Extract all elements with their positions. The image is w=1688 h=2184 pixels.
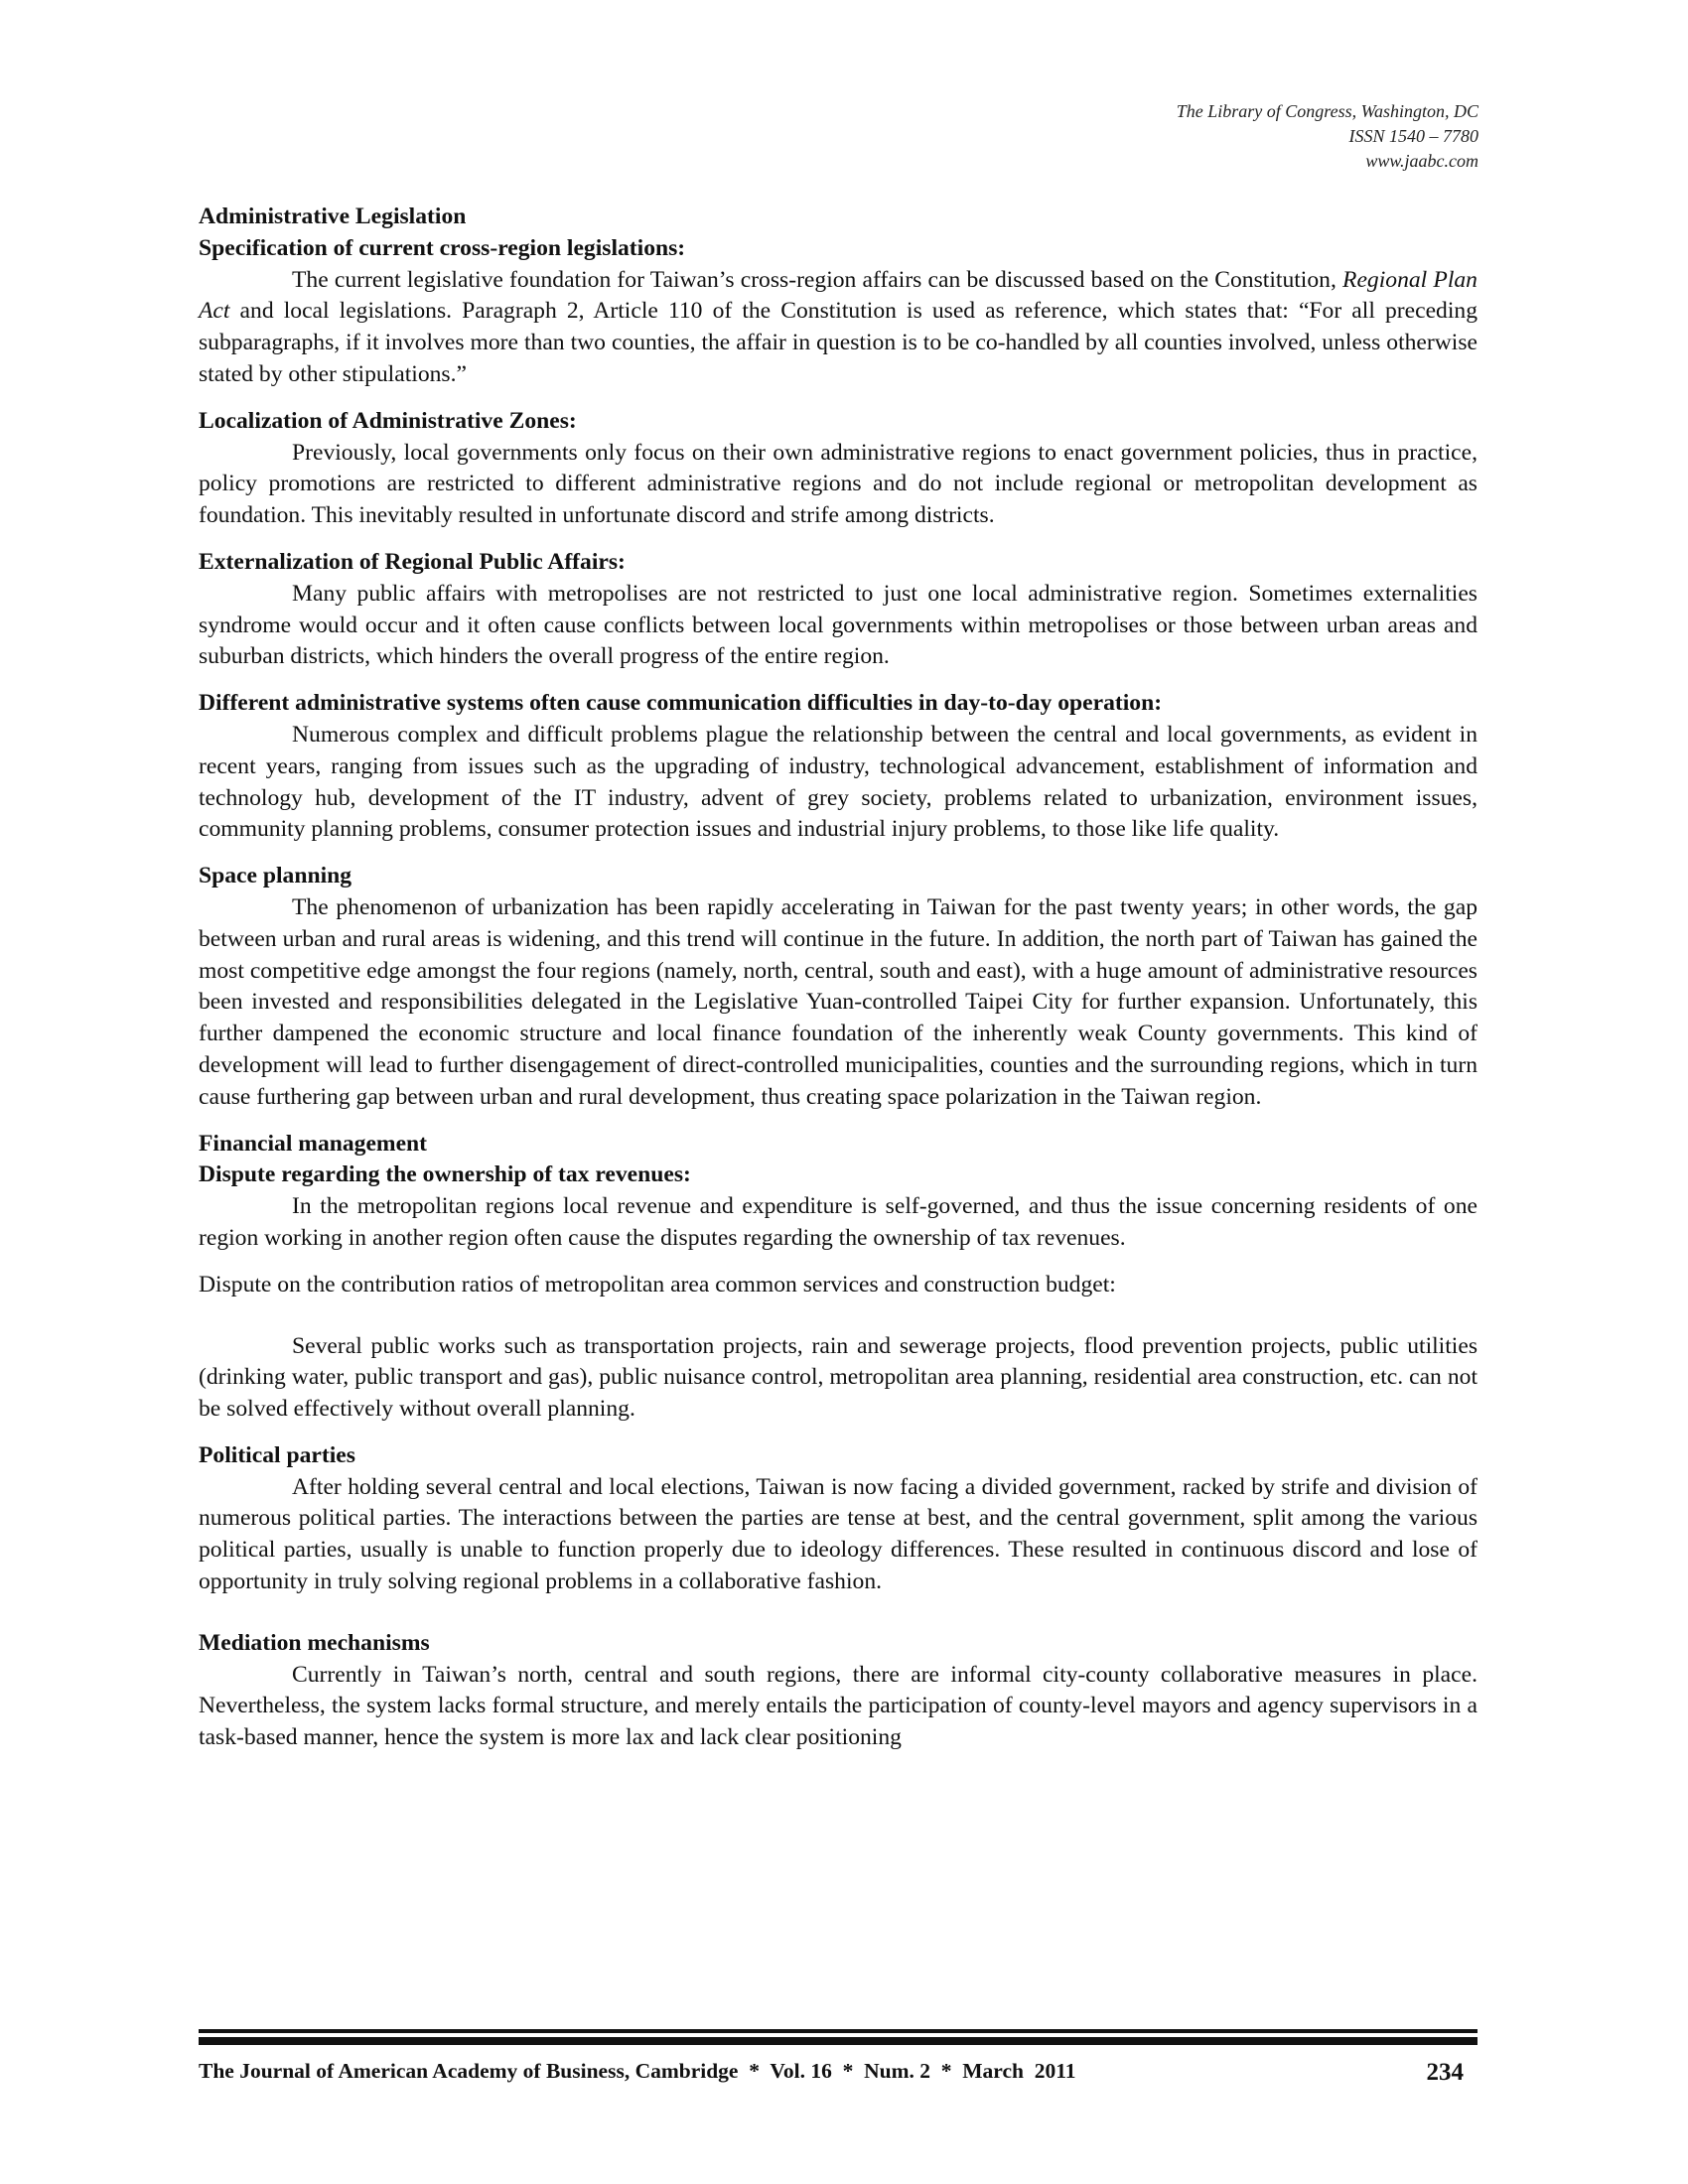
header-issn: ISSN 1540 – 7780	[1348, 126, 1478, 146]
journal-citation: The Journal of American Academy of Business, Cambridge * Vol. 16 * Num. 2 * March 2011	[199, 2059, 1076, 2083]
paragraph-political-parties: After holding several central and local elections, Taiwan is now facing a divided government, racked by strife and division of numerous political parties. The interactions between the parties are tense at best, and the central government, split among the various political parties, usually is unable to function properly due to ideology differences. These resulted in continuous discord and lose of opportunity in truly solving regional problems in a collaborative fashion.	[199, 1473, 1477, 1595]
act-title: Regional Plan Act	[199, 266, 1477, 325]
paragraph-space-planning: The phenomenon of urbanization has been rapidly accelerating in Taiwan for the past twenty years; in other words, the gap between urban and rural areas is widening, and this trend will continue in the future. In addition, the north part of Taiwan has gained the most competitive edge amongst the four regions (namely, north, central, south and east), with a huge amount of administrative resources been invested and responsibilities delegated in the Legislative Yuan-controlled Taipei City for further expansion. Unfortunately, this further dampened the economic structure and local finance foundation of the inherently weak County governments. This kind of development will lead to further disengagement of direct-controlled municipalities, counties and the surrounding regions, which in turn cause furthering gap between urban and rural development, thus creating space polarization in the Taiwan region.	[199, 893, 1477, 1110]
footer-divider-thick	[199, 2037, 1477, 2045]
subheading-political-parties: Political parties	[199, 1441, 355, 1468]
paragraph-text: The current legislative foundation for Taiwan’s cross-region affairs can be discussed based on the Constitution,	[292, 266, 1343, 293]
paragraph-localization: Previously, local governments only focus on their own administrative regions to enact government policies, thus in practice, policy promotions are restricted to different administrative regions and do not include regional or metropolitan development as foundation. This inevitably resulted in unfortunate discord and strife among districts.	[199, 439, 1477, 529]
line-contribution-ratios: Dispute on the contribution ratios of metropolitan area common services and construction budget:	[199, 1271, 1116, 1297]
subheading-tax-revenues: Dispute regarding the ownership of tax revenues:	[199, 1161, 691, 1188]
paragraph-tax-revenues: In the metropolitan regions local revenue and expenditure is self-governed, and thus the issue concerning residents of one region working in another region often cause the disputes regarding the ownership of tax revenues.	[199, 1193, 1477, 1251]
subheading-localization: Localization of Administrative Zones:	[199, 407, 577, 434]
article-body	[199, 202, 1477, 1754]
header-website: www.jaabc.com	[1365, 151, 1478, 171]
subheading-mediation-mechanisms: Mediation mechanisms	[199, 1629, 430, 1656]
header-library: The Library of Congress, Washington, DC	[1176, 101, 1478, 121]
section-title-administrative-legislation: Administrative Legislation	[199, 204, 467, 229]
paragraph-cross-region-legislations	[199, 265, 1477, 391]
subheading-space-planning: Space planning	[199, 863, 352, 889]
footer-divider-thin	[199, 2029, 1477, 2033]
paragraph-administrative-systems: Numerous complex and difficult problems plague the relationship between the central and local governments, as evident in recent years, ranging from issues such as the upgrading of industry, technological advancement, establishment of information and technology hub, development of the IT industry, advent of grey society, problems related to urbanization, environment issues, community planning problems, consumer protection issues and industrial injury problems, to those like life quality.	[199, 721, 1477, 843]
paragraph-externalization: Many public affairs with metropolises are not restricted to just one local administrative region. Sometimes externalities syndrome would occur and it often cause conflicts between local governments within metropolises or those between urban areas and suburban districts, which hinders the overall progress of the entire region.	[199, 580, 1477, 670]
paragraph-mediation-mechanisms: Currently in Taiwan’s north, central and south regions, there are informal city-county collaborative measures in place. Nevertheless, the system lacks formal structure, and merely entails the participation of county-level mayors and agency supervisors in a task-based manner, hence the system is more lax and lack clear positioning	[199, 1661, 1477, 1751]
paragraph-public-works: Several public works such as transportation projects, rain and sewerage projects, flood prevention projects, public utilities (drinking water, public transport and gas), public nuisance control, metropolitan area planning, residential area construction, etc. can not be solved effectively without overall planning.	[199, 1332, 1477, 1423]
subheading-administrative-systems: Different administrative systems often cause communication difficulties in day-to-day operation:	[199, 690, 1163, 717]
paragraph-text: and local legislations. Paragraph 2, Article 110 of the Constitution is used as reference, which states that: “For all preceding subparagraphs, if it involves more than two counties, the affair in question is to be co-handled by all counties involved, unless otherwise stated by other stipulations.”	[199, 298, 1477, 387]
subheading-cross-region-legislations: Specification of current cross-region legislations:	[199, 234, 686, 261]
subheading-externalization: Externalization of Regional Public Affairs:	[199, 548, 626, 575]
running-header	[1177, 99, 1478, 174]
running-footer	[199, 2059, 1477, 2087]
section-title-financial-management: Financial management	[199, 1130, 428, 1157]
page-number: 234	[1426, 2059, 1464, 2086]
